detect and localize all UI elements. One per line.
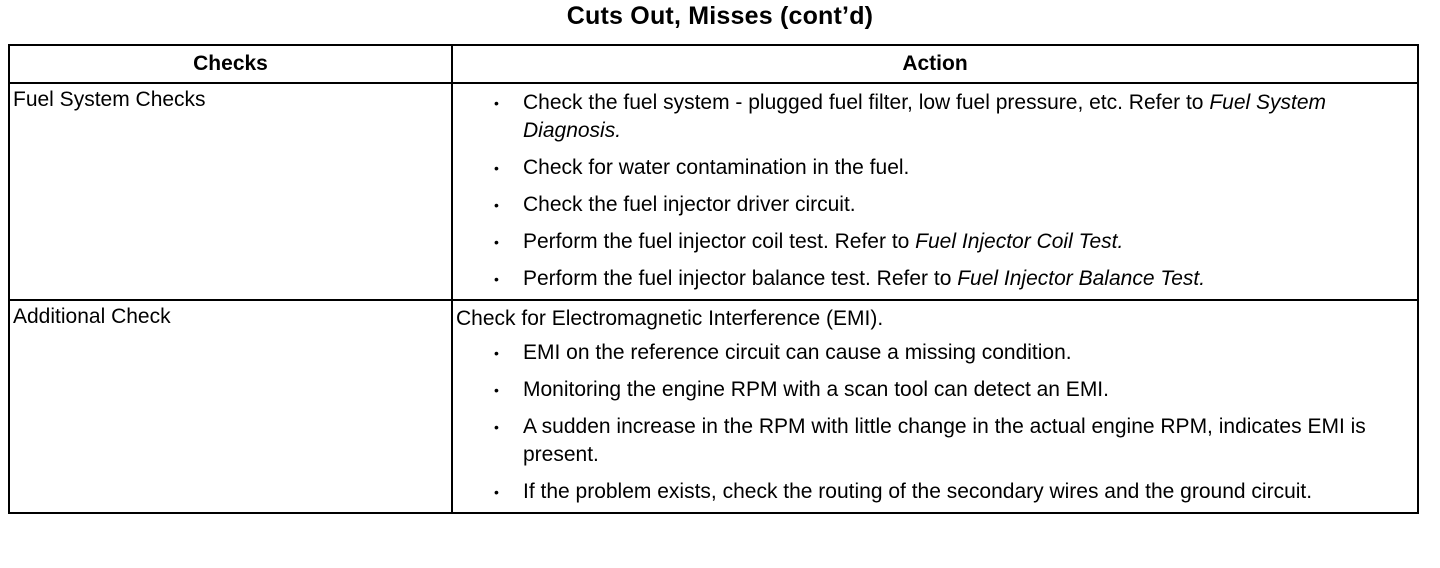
check-cell-additional: Additional Check (9, 300, 452, 513)
item-text: Perform the fuel injector balance test. Refer to (523, 267, 952, 290)
list-item (456, 191, 1411, 219)
list-item (456, 413, 1411, 469)
action-list (456, 89, 1411, 293)
bullet-icon: • (494, 271, 499, 287)
list-item (456, 339, 1411, 367)
page-title: Cuts Out, Misses (cont’d) (566, 2, 874, 30)
header-checks: Checks (9, 45, 452, 83)
diagnostic-table (8, 44, 1419, 514)
item-text: EMI on the reference circuit can cause a missing condition. (523, 341, 1072, 364)
check-cell-fuel-system: Fuel System Checks (9, 83, 452, 300)
bullet-icon: • (494, 382, 499, 398)
list-item (456, 376, 1411, 404)
action-list (456, 339, 1411, 506)
action-intro: Check for Electromagnetic Interference (EMI). (456, 307, 884, 330)
item-text: Check for water contamination in the fuel. (523, 156, 910, 179)
action-cell-additional (452, 300, 1418, 513)
item-text: Monitoring the engine RPM with a scan tool can detect an EMI. (523, 378, 1109, 401)
list-item (456, 154, 1411, 182)
table-header-row (9, 45, 1418, 83)
item-text: Perform the fuel injector coil test. Refer to (523, 230, 910, 253)
table-row (9, 300, 1418, 513)
reference-text: Fuel Injector Coil Test. (915, 230, 1124, 253)
item-text: A sudden increase in the RPM with little change in the actual engine RPM, indicates EMI is present. (523, 415, 1366, 466)
reference-text: Fuel Injector Balance Test. (957, 267, 1206, 290)
header-action: Action (452, 45, 1418, 83)
bullet-icon: • (494, 345, 499, 361)
list-item (456, 265, 1411, 293)
bullet-icon: • (494, 160, 499, 176)
item-text: Check the fuel system - plugged fuel filter, low fuel pressure, etc. Refer to (523, 91, 1204, 114)
list-item (456, 478, 1411, 506)
bullet-icon: • (494, 484, 499, 500)
item-text: Check the fuel injector driver circuit. (523, 193, 856, 216)
bullet-icon: • (494, 95, 499, 111)
bullet-icon: • (494, 419, 499, 435)
item-text: If the problem exists, check the routing of the secondary wires and the ground circuit. (523, 480, 1313, 503)
table-row (9, 83, 1418, 300)
reference-text: Fuel System Diagnosis. (523, 91, 1327, 142)
bullet-icon: • (494, 234, 499, 250)
action-cell-fuel-system (452, 83, 1418, 300)
list-item (456, 228, 1411, 256)
list-item (456, 89, 1411, 145)
bullet-icon: • (494, 197, 499, 213)
